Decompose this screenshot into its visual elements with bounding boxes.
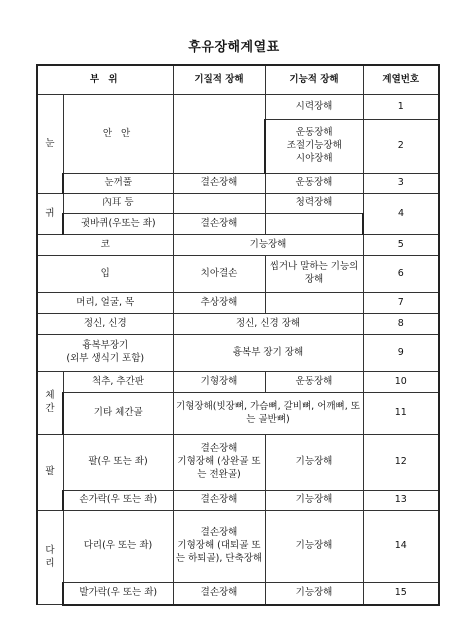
part-nose: 코	[37, 235, 173, 256]
physical-cell: 기형장해	[173, 372, 265, 393]
functional-cell: 기능장해	[265, 583, 363, 605]
header-row	[37, 65, 439, 95]
table-row	[37, 372, 439, 393]
part-arm: 팔(우 또는 좌)	[63, 435, 173, 491]
series-number: 13	[363, 491, 439, 511]
part-trunk-other: 기타 체간골	[63, 393, 173, 435]
functional-cell: 운동장해	[265, 174, 363, 194]
part-mental: 정신, 신경	[37, 314, 173, 335]
series-number: 12	[363, 435, 439, 491]
functional-cell: 기능장해	[265, 491, 363, 511]
table-row	[37, 314, 439, 335]
table-row	[37, 235, 439, 256]
physical-cell: 기능장해	[173, 235, 363, 256]
physical-cell: 정신, 신경 장해	[173, 314, 363, 335]
series-number: 6	[363, 256, 439, 293]
body-group-eye: 눈	[37, 95, 63, 194]
series-number: 5	[363, 235, 439, 256]
table-row	[37, 293, 439, 314]
part-eyelid: 눈꺼풀	[63, 174, 173, 194]
series-number: 8	[363, 314, 439, 335]
physical-cell	[173, 95, 265, 174]
table-row	[37, 511, 439, 583]
header-functional: 기능적 장해	[265, 65, 363, 95]
table-row	[37, 491, 439, 511]
series-number: 7	[363, 293, 439, 314]
series-number: 3	[363, 174, 439, 194]
physical-cell: 결손장해	[173, 491, 265, 511]
part-head: 머리, 얼굴, 목	[37, 293, 173, 314]
series-number: 9	[363, 335, 439, 372]
functional-cell: 씹거나 말하는 기능의 장해	[265, 256, 363, 293]
part-spine: 척추, 추간판	[63, 372, 173, 393]
table-row	[37, 174, 439, 194]
physical-cell: 결손장해 기형장해 (상완골 또는 전완골)	[173, 435, 265, 491]
body-group-arm: 팔	[37, 435, 63, 511]
series-number: 14	[363, 511, 439, 583]
series-number: 1	[363, 95, 439, 120]
body-group-leg: 다 리	[37, 511, 63, 605]
header-physical: 기질적 장해	[173, 65, 265, 95]
part-finger: 손가락(우 또는 좌)	[63, 491, 173, 511]
part-toe: 발가락(우 또는 좌)	[63, 583, 173, 605]
part-inner-ear: 內耳 등	[63, 194, 173, 214]
body-group-trunk: 체 간	[37, 372, 63, 435]
page-title: 후유장해계열표	[188, 40, 280, 55]
table-row	[37, 335, 439, 372]
functional-cell	[265, 293, 363, 314]
series-number: 4	[363, 194, 439, 235]
table-row	[37, 435, 439, 491]
functional-cell	[265, 214, 363, 235]
functional-cell: 기능장해	[265, 511, 363, 583]
functional-cell: 시력장해	[265, 95, 363, 120]
physical-cell: 기형장해(빗장뼈, 가슴뼈, 갈비뼈, 어깨뼈, 또는 골반뼈)	[173, 393, 363, 435]
functional-cell: 청력장해	[265, 194, 363, 214]
series-number: 15	[363, 583, 439, 605]
physical-cell: 추상장해	[173, 293, 265, 314]
physical-cell: 결손장해	[173, 214, 265, 235]
body-group-ear: 귀	[37, 194, 63, 235]
disability-series-table	[36, 64, 440, 606]
physical-cell: 결손장해 기형장해 (대퇴골 또는 하퇴골), 단축장해	[173, 511, 265, 583]
physical-cell: 흉복부 장기 장해	[173, 335, 363, 372]
physical-cell	[173, 194, 265, 214]
part-mouth: 입	[37, 256, 173, 293]
table-row	[37, 95, 439, 120]
series-number: 11	[363, 393, 439, 435]
table-row	[37, 194, 439, 214]
physical-cell: 결손장해	[173, 174, 265, 194]
part-chest: 흉복부장기 (외부 생식기 포함)	[37, 335, 173, 372]
physical-cell: 치아결손	[173, 256, 265, 293]
part-eyeball: 안 안	[63, 95, 173, 174]
part-auricle: 귓바퀴(우또는 좌)	[63, 214, 173, 235]
series-number: 10	[363, 372, 439, 393]
series-number: 2	[363, 120, 439, 174]
functional-cell: 기능장해	[265, 435, 363, 491]
part-leg: 다리(우 또는 좌)	[63, 511, 173, 583]
functional-cell: 운동장해	[265, 372, 363, 393]
table-row	[37, 256, 439, 293]
physical-cell: 결손장해	[173, 583, 265, 605]
header-series: 계열번호	[363, 65, 439, 95]
table-row	[37, 583, 439, 605]
header-part: 부 위	[37, 65, 173, 95]
functional-cell: 운동장해 조절기능장해 시야장해	[265, 120, 363, 174]
table-row	[37, 393, 439, 435]
